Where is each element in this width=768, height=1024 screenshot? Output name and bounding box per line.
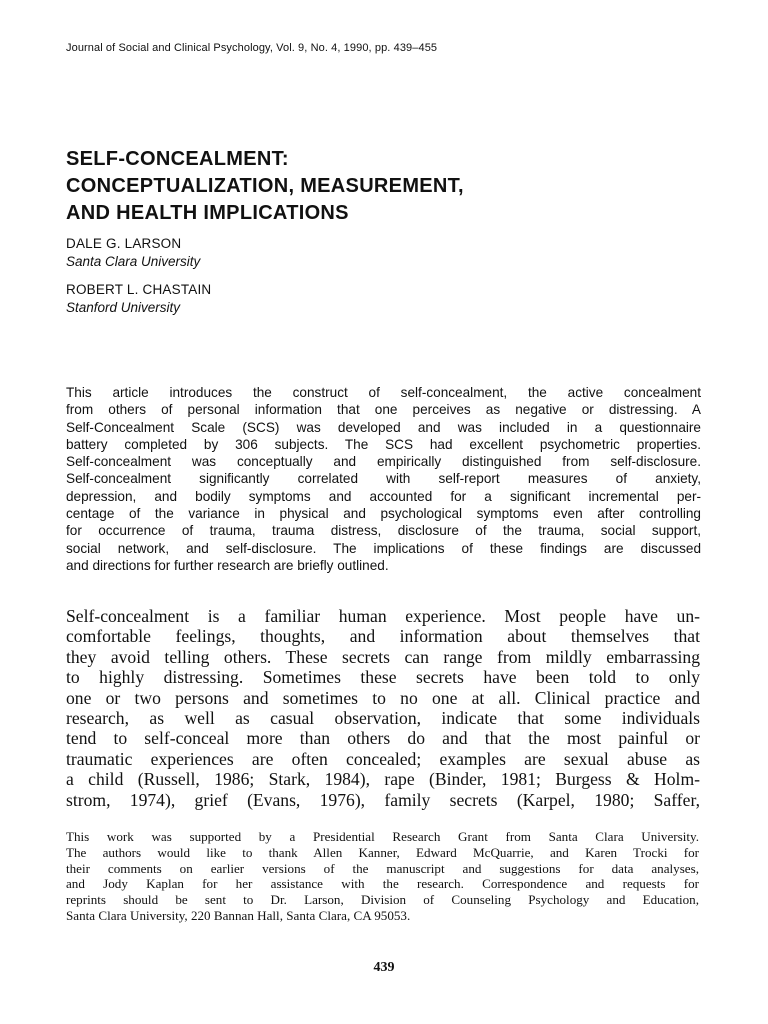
body-line: tend to self-conceal more than others do and that the most painful or [66,728,700,749]
footnote [66,829,699,924]
body-line: strom, 1974), grief (Evans, 1976), family secrets (Karpel, 1980; Saffer, [66,789,700,810]
body-line: they avoid telling others. These secrets can range from mildly embarrassing [66,646,700,667]
abstract-line: Self-Concealment Scale (SCS) was developed and was included in a questionnaire [66,419,701,435]
abstract-line: Self-concealment was conceptually and empirically distinguished from self-disclosure. [66,454,701,470]
title-line: AND HEALTH IMPLICATIONS [66,202,349,224]
footnote-line: and Jody Kaplan for her assistance with the research. Correspondence and requests for [66,876,699,892]
body-line: Self-concealment is a familiar human experience. Most people have un- [66,606,700,626]
abstract-line: Self-concealment significantly correlated with self-report measures of anxiety, [66,471,701,487]
author-affiliation: Stanford University [66,300,181,315]
footnote-line: Santa Clara University, 220 Bannan Hall, Santa Clara, CA 95053. [66,907,411,923]
title-line: SELF-CONCEALMENT: [66,148,289,170]
title-line: CONCEPTUALIZATION, MEASUREMENT, [66,175,464,197]
abstract [66,384,701,574]
footnote-line: their comments on earlier versions of the manuscript and suggestions for data analyses, [66,860,699,876]
page-number: 439 [373,960,395,975]
author-affiliation: Santa Clara University [66,254,201,269]
abstract-line: battery completed by 306 subjects. The SCS had excellent psychometric properties. [66,436,701,452]
abstract-line: for occurrence of trauma, trauma distress, disclosure of the trauma, social support, [66,523,701,539]
abstract-line: and directions for further research are briefly outlined. [66,557,389,573]
body-line: to highly distressing. Sometimes these secrets have been told to only [66,667,700,688]
footnote-line: The authors would like to thank Allen Kanner, Edward McQuarrie, and Karen Trocki for [66,844,699,860]
body-line: one or two persons and sometimes to no one at all. Clinical practice and [66,687,700,708]
author-1 [66,235,200,271]
body-line: a child (Russell, 1986; Stark, 1984), rape (Binder, 1981; Burgess & Holm- [66,769,700,790]
footnote-line: reprints should be sent to Dr. Larson, Division of Counseling Psychology and Education, [66,892,699,908]
body-line: research, as well as casual observation, indicate that some individuals [66,708,700,729]
abstract-line: social network, and self-disclosure. The implications of these findings are discussed [66,540,701,556]
journal-citation: Journal of Social and Clinical Psychology, Vol. 9, No. 4, 1990, pp. 439–455 [66,42,438,54]
abstract-line: from others of personal information that one perceives as negative or distressing. A [66,402,701,418]
article-title [66,146,464,227]
author-2 [66,281,211,317]
abstract-line: depression, and bodily symptoms and accounted for a significant incremental per- [66,488,701,504]
abstract-line: centage of the variance in physical and psychological symptoms even after controlling [66,506,701,522]
author-name: ROBERT L. CHASTAIN [66,282,212,297]
author-name: DALE G. LARSON [66,236,182,251]
abstract-line: This article introduces the construct of self-concealment, the active concealment [66,385,701,400]
body-line: comfortable feelings, thoughts, and information about themselves that [66,626,700,647]
body-line: traumatic experiences are often concealed; examples are sexual abuse as [66,748,700,769]
body-paragraph [66,606,700,810]
footnote-line: This work was supported by a Presidential Research Grant from Santa Clara University. [66,829,699,844]
